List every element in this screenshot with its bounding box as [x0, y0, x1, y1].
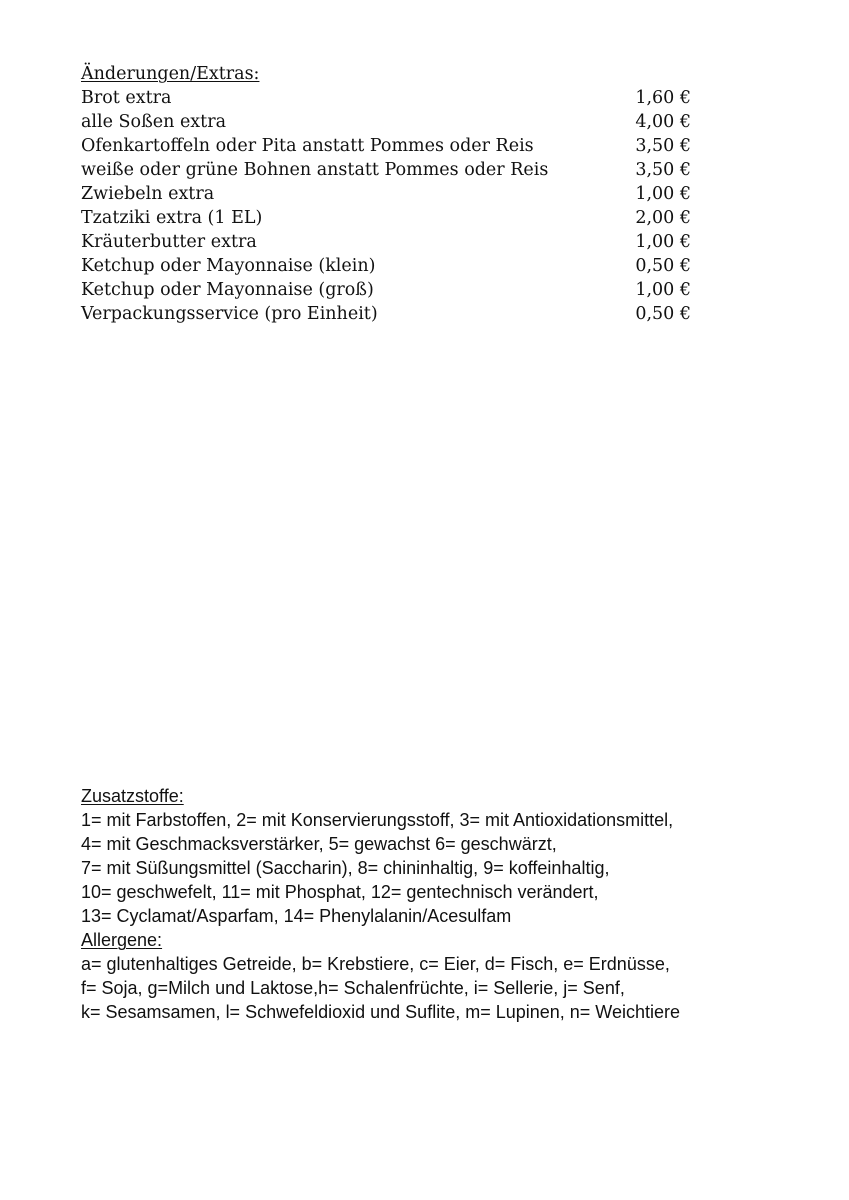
extra-item	[81, 158, 691, 182]
extra-item-name: Zwiebeln extra	[81, 184, 215, 204]
extra-item-price: 4,00 €	[635, 112, 691, 132]
additives-line: 7= mit Süßungsmittel (Saccharin), 8= chininhaltig, 9= koffeinhaltig,	[81, 858, 610, 878]
extra-item	[81, 206, 691, 230]
extra-item-price: 0,50 €	[635, 256, 691, 276]
extra-item-name: Verpackungsservice (pro Einheit)	[81, 304, 378, 324]
extra-item-price: 3,50 €	[635, 160, 691, 180]
extra-item	[81, 230, 691, 254]
extra-item-name: Tzatziki extra (1 EL)	[81, 208, 263, 228]
extras-section	[81, 62, 691, 326]
notes-section	[81, 784, 781, 1024]
extra-item-name: Ketchup oder Mayonnaise (groß)	[81, 280, 374, 300]
extra-item-price: 1,00 €	[635, 184, 691, 204]
extra-item	[81, 302, 691, 326]
additives-line: 4= mit Geschmacksverstärker, 5= gewachst 6= geschwärzt,	[81, 834, 557, 854]
additives-heading: Zusatzstoffe:	[81, 786, 184, 806]
extra-item-price: 1,60 €	[635, 88, 691, 108]
extra-item	[81, 182, 691, 206]
extra-item	[81, 254, 691, 278]
additives-line: 1= mit Farbstoffen, 2= mit Konservierungsstoff, 3= mit Antioxidationsmittel,	[81, 810, 674, 830]
extra-item	[81, 110, 691, 134]
allergens-line: k= Sesamsamen, l= Schwefeldioxid und Suflite, m= Lupinen, n= Weichtiere	[81, 1002, 681, 1022]
extra-item-price: 0,50 €	[635, 304, 691, 324]
allergens-heading: Allergene:	[81, 930, 163, 950]
extra-item-price: 1,00 €	[635, 232, 691, 252]
extra-item-name: Kräuterbutter extra	[81, 232, 257, 252]
extra-item	[81, 134, 691, 158]
extra-item-name: weiße oder grüne Bohnen anstatt Pommes oder Reis	[81, 160, 549, 180]
extra-item-name: alle Soßen extra	[81, 112, 227, 132]
allergens-line: f= Soja, g=Milch und Laktose,h= Schalenfrüchte, i= Sellerie, j= Senf,	[81, 978, 625, 998]
extra-item-name: Brot extra	[81, 88, 172, 108]
additives-line: 13= Cyclamat/Asparfam, 14= Phenylalanin/Acesulfam	[81, 906, 512, 926]
extra-item-name: Ofenkartoffeln oder Pita anstatt Pommes oder Reis	[81, 136, 534, 156]
extras-heading: Änderungen/Extras:	[81, 64, 260, 84]
extra-item	[81, 86, 691, 110]
allergens-line: a= glutenhaltiges Getreide, b= Krebstiere, c= Eier, d= Fisch, e= Erdnüsse,	[81, 954, 670, 974]
extra-item-price: 2,00 €	[635, 208, 691, 228]
extra-item-name: Ketchup oder Mayonnaise (klein)	[81, 256, 376, 276]
additives-line: 10= geschwefelt, 11= mit Phosphat, 12= gentechnisch verändert,	[81, 882, 599, 902]
extra-item-price: 1,00 €	[635, 280, 691, 300]
extra-item-price: 3,50 €	[635, 136, 691, 156]
extra-item	[81, 278, 691, 302]
